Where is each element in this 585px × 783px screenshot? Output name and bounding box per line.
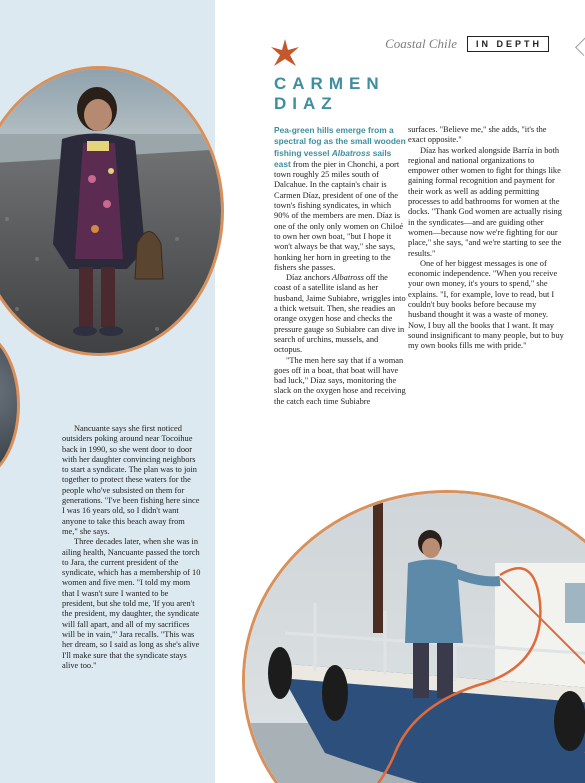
- article-column-1: [274, 125, 406, 407]
- article-column-2: [408, 125, 564, 352]
- boat-name: Albatross: [332, 273, 364, 283]
- section-name: Coastal Chile: [385, 36, 457, 51]
- running-header: [385, 36, 549, 52]
- paragraph: Three decades later, when she was in ailing health, Nancuante passed the torch to Jara, the current president of the syndicate, which has a membership of 10 women and five men. "I told my mom that I wasn't sure I wanted to be president, but she told me, 'If you aren't the president, my daughter, the syndicate will fall apart, and all of my sacrifices will be in vain,'" Jara recalls. "This was her dream, so I said as long as she's alive I'll make sure that the syndicate stays alive too.": [62, 537, 201, 670]
- paragraph: Pea-green hills emerge from a spectral fog as the small wooden fishing vessel Albatross sails east from the pier in Chonchi, a port town roughly 25 miles south of Dalcahue. In the captain's chair is Carmen Díaz, president of one of the town's fishing syndicates, in which 90% of the members are men. Díaz is one of the only only women on Chiloé to own her own boat, "but I hope it won't always be that way," she says, honking her horn in greeting to the fishers she passes.: [274, 125, 406, 272]
- paragraph: One of her biggest messages is one of economic independence. "When you receive your own money, it's yours to spend," she explains. "I, for example, love to read, but I couldn't buy books before because my husband thought it was a waste of money. Now, I buy all the books that I want. It may sound insignificant to many people, but to buy my own books fills me with pride.": [408, 258, 564, 351]
- department-label: IN DEPTH: [467, 36, 549, 52]
- star-icon: [270, 39, 300, 69]
- boat-name: Albatross: [331, 147, 371, 158]
- profile-headline: [274, 74, 385, 114]
- paragraph: surfaces. "Believe me," she adds, "it's the exact opposite.": [408, 125, 547, 145]
- paragraph: Díaz has worked alongside Barría in both regional and national organizations to empower other women to fight for things like gaining formal recognition and payment for their work as well as adding permitting processes to add bathrooms for women at the docks. "Thank God women are actually rising in the syndicates—and are guiding other women—because now we're fighting for our place," she says, "and we're starting to see the results.": [408, 145, 562, 258]
- paragraph: Nancuante says she first noticed outsiders poking around near Tocoihue back in 1990, so she went door to door with her daughter convincing neighbors to start a syndicate. The plan was to join together to protect these waters for the people who've subsisted on them for generations. "I've been fishing here since I was 16 years old, so I didn't want anyone to take this beach away from me," she says.: [62, 424, 200, 536]
- paragraph: "The men here say that if a woman goes off in a boat, that boat will have bad luck," Díaz says, monitoring the slack on the oxygen hose and receiving the catch each time Subiabre: [274, 355, 406, 406]
- paragraph: Díaz anchors Albatross off the coast of a satellite island as her husband, Jaime Subiabre, wriggles into a thick wetsuit. Then, she readies an orange oxygen hose and checks the pressure gauge so Subiabre can dive in search of urchins, mussels, and octopus.: [274, 273, 406, 355]
- lead-in: Pea-green hills emerge from a spectral fog as the small wooden fishing vessel Albatross sails east: [274, 125, 406, 169]
- headline-last-name: DIAZ: [274, 94, 338, 113]
- page-corner-mark: [575, 36, 585, 56]
- woman-on-boat-photo: [242, 490, 585, 783]
- article-column-3: [62, 424, 202, 671]
- headline-first-name: CARMEN: [274, 74, 385, 93]
